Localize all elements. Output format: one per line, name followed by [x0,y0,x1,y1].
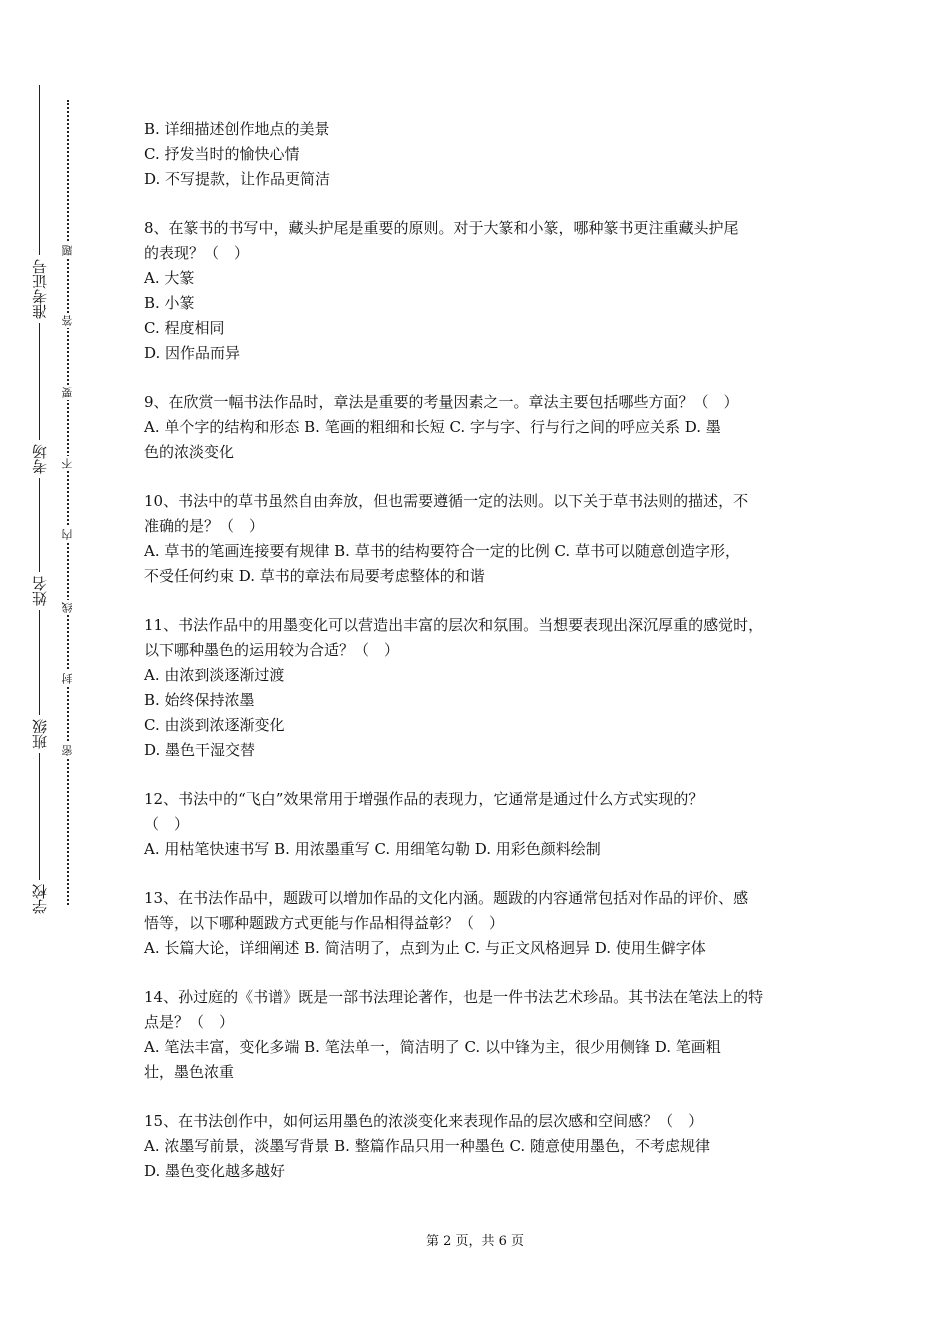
question-stem: 14、孙过庭的《书谱》既是一部书法理论著作，也是一件书法艺术珍品。其书法在笔法上的特 [144,988,764,1006]
seal-mark: 答 [59,313,77,328]
option-line: B. 小篆 [144,294,195,312]
question-stem: 9、在欣赏一幅书法作品时，章法是重要的考量因素之一。章法主要包括哪些方面？（ ） [144,393,739,411]
option-line: 不受任何约束 D. 草书的章法布局要考虑整体的和谐 [144,567,485,585]
option-line: D. 墨色变化越多越好 [144,1162,286,1180]
question-12 [144,787,824,862]
seal-mark: 封 [59,671,77,686]
question-stem: （ ） [144,815,190,833]
option-line: B. 始终保持浓墨 [144,691,255,709]
option-line: A. 单个字的结构和形态 B. 笔画的粗细和长短 C. 字与字、行与行之间的呼应关系 D. 墨 [144,418,721,436]
seal-mark: 线 [59,600,77,615]
option-line: C. 由淡到浓逐渐变化 [144,716,285,734]
question-content [144,117,824,1184]
question-10 [144,489,824,589]
question-stem: 11、书法作品中的用墨变化可以营造出丰富的层次和氛围。当想要表现出深沉厚重的感觉时， [144,616,764,634]
binding-margin [0,0,90,1344]
q7-options [144,117,824,192]
question-stem: 10、书法中的草书虽然自由奔放，但也需要遵循一定的法则。以下关于草书法则的描述，不 [144,492,749,510]
question-13 [144,886,824,961]
option-line: A. 大篆 [144,269,195,287]
question-15 [144,1109,824,1184]
option-line: A. 长篇大论，详细阐述 B. 简洁明了，点到为止 C. 与正文风格迥异 D. 使用生僻字体 [144,939,706,957]
question-stem: 8、在篆书的书写中，藏头护尾是重要的原则。对于大篆和小篆，哪种篆书更注重藏头护尾 [144,219,739,237]
seal-mark: 内 [59,527,77,542]
question-11 [144,613,824,763]
option-line: A. 用枯笔快速书写 B. 用浓墨重写 C. 用细笔勾勒 D. 用彩色颜料绘制 [144,840,601,858]
question-stem: 15、在书法创作中，如何运用墨色的浓淡变化来表现作品的层次感和空间感？（ ） [144,1112,704,1130]
option-line: C. 程度相同 [144,319,225,337]
question-stem: 12、书法中的“飞白”效果常用于增强作品的表现力，它通常是通过什么方式实现的？ [144,790,704,808]
option-line: B. 详细描述创作地点的美景 [144,120,330,138]
question-14 [144,985,824,1085]
option-line: A. 由浓到淡逐渐过渡 [144,666,285,684]
option-line: 壮，墨色浓重 [144,1063,235,1081]
exam-room-label: 考场 [30,440,50,478]
class-label: 班级 [30,715,50,753]
option-line: A. 浓墨写前景，淡墨写背景 B. 整篇作品只用一种墨色 C. 随意使用墨色，不考虑规律 [144,1137,710,1155]
binding-solid-line [39,85,40,915]
seal-dotted-line [67,100,69,905]
option-line: D. 因作品而异 [144,344,241,362]
question-8 [144,216,824,366]
seal-mark: 密 [59,743,77,758]
option-line: C. 抒发当时的愉快心情 [144,145,300,163]
question-stem: 13、在书法作品中，题跋可以增加作品的文化内涵。题跋的内容通常包括对作品的评价、感 [144,889,749,907]
exam-number-label: 准考证号 [30,255,50,323]
option-line: A. 笔法丰富，变化多端 B. 笔法单一，简洁明了 C. 以中锋为主，很少用侧锋 D. 笔画粗 [144,1038,721,1056]
name-label: 姓名 [30,572,50,610]
option-line: D. 墨色干湿交替 [144,741,256,759]
question-stem: 悟等，以下哪种题跋方式更能与作品相得益彰？（ ） [144,914,505,932]
seal-mark: 题 [59,243,77,258]
option-line: D. 不写提款，让作品更简洁 [144,170,331,188]
question-9 [144,390,824,465]
page-footer: 第 2 页，共 6 页 [425,1234,525,1249]
seal-mark: 不 [59,456,77,471]
question-stem: 点是？（ ） [144,1013,235,1031]
school-label: 学校 [30,880,50,918]
question-stem: 准确的是？（ ） [144,517,265,535]
question-stem: 以下哪种墨色的运用较为合适？（ ） [144,641,400,659]
option-line: 色的浓淡变化 [144,443,235,461]
seal-mark: 要 [59,385,77,400]
question-stem: 的表现？（ ） [144,244,250,262]
option-line: A. 草书的笔画连接要有规律 B. 草书的结构要符合一定的比例 C. 草书可以随意创造字形， [144,542,740,560]
